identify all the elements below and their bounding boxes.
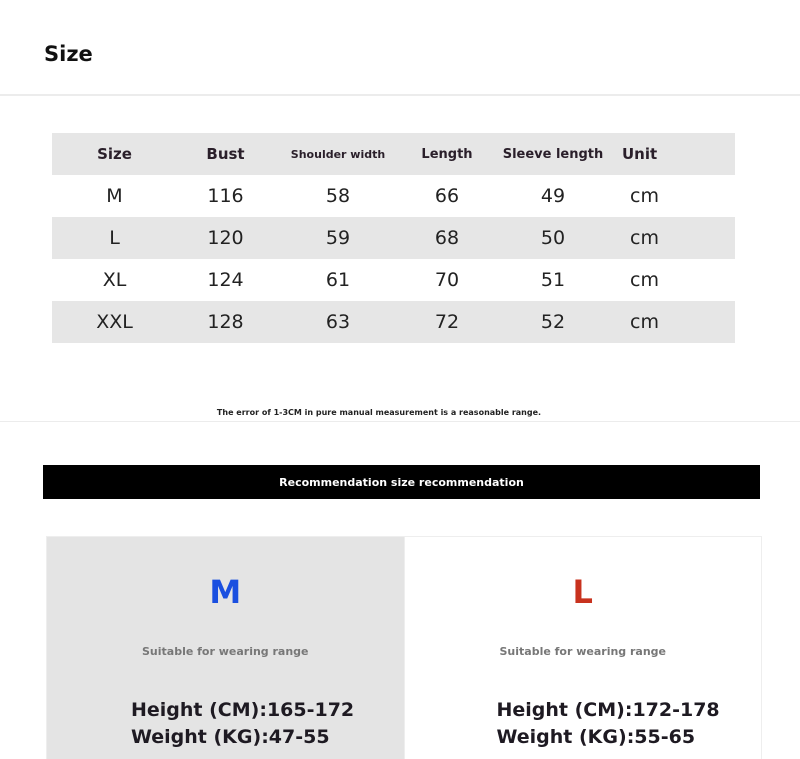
table-cell: 70 — [434, 269, 460, 291]
table-cell: 66 — [434, 185, 460, 207]
table-cell: cm — [630, 269, 659, 291]
table-row — [52, 301, 735, 343]
table-cell: 116 — [207, 185, 244, 207]
card-subtitle: Suitable for wearing range — [141, 645, 309, 658]
height-range: Height (CM):165-172 — [131, 699, 355, 721]
table-cell: XXL — [96, 311, 133, 333]
size-letter: M — [209, 573, 242, 611]
divider — [0, 421, 800, 422]
column-header: Length — [421, 146, 473, 162]
table-cell: M — [106, 185, 123, 207]
size-card-l — [404, 537, 762, 759]
column-header: Shoulder width — [290, 147, 386, 161]
table-row — [52, 259, 735, 301]
column-header: Unit — [622, 145, 658, 163]
table-cell: 59 — [325, 227, 351, 249]
table-cell: 128 — [207, 311, 244, 333]
recommendation-banner — [43, 465, 760, 499]
table-cell: 68 — [434, 227, 460, 249]
table-cell: cm — [630, 185, 659, 207]
table-row — [52, 175, 735, 217]
table-cell: 120 — [207, 227, 244, 249]
height-range: Height (CM):172-178 — [496, 699, 720, 721]
table-cell: cm — [630, 227, 659, 249]
table-header-row — [52, 133, 735, 175]
table-cell: 52 — [540, 311, 566, 333]
table-cell: 50 — [540, 227, 566, 249]
table-cell: cm — [630, 311, 659, 333]
table-cell: 49 — [540, 185, 566, 207]
column-header: Sleeve length — [502, 146, 604, 162]
table-cell: XL — [102, 269, 127, 291]
table-cell: 58 — [325, 185, 351, 207]
table-cell: L — [109, 227, 120, 249]
table-cell: 61 — [325, 269, 351, 291]
column-header: Bust — [206, 145, 245, 163]
divider — [0, 94, 800, 96]
weight-range: Weight (KG):55-65 — [496, 726, 696, 748]
size-card-m — [47, 537, 404, 759]
page-title: Size — [44, 42, 93, 66]
recommendation-cards — [46, 536, 762, 759]
card-subtitle: Suitable for wearing range — [499, 645, 667, 658]
weight-range: Weight (KG):47-55 — [131, 726, 330, 748]
size-table — [52, 133, 735, 343]
table-cell: 51 — [540, 269, 566, 291]
table-cell: 63 — [325, 311, 351, 333]
table-cell: 124 — [207, 269, 244, 291]
table-row — [52, 217, 735, 259]
column-header: Size — [97, 145, 132, 163]
measurement-note: The error of 1-3CM in pure manual measurement is a reasonable range. — [216, 408, 542, 417]
size-letter: L — [572, 573, 593, 611]
banner-label: Recommendation size recommendation — [279, 475, 524, 489]
table-cell: 72 — [434, 311, 460, 333]
